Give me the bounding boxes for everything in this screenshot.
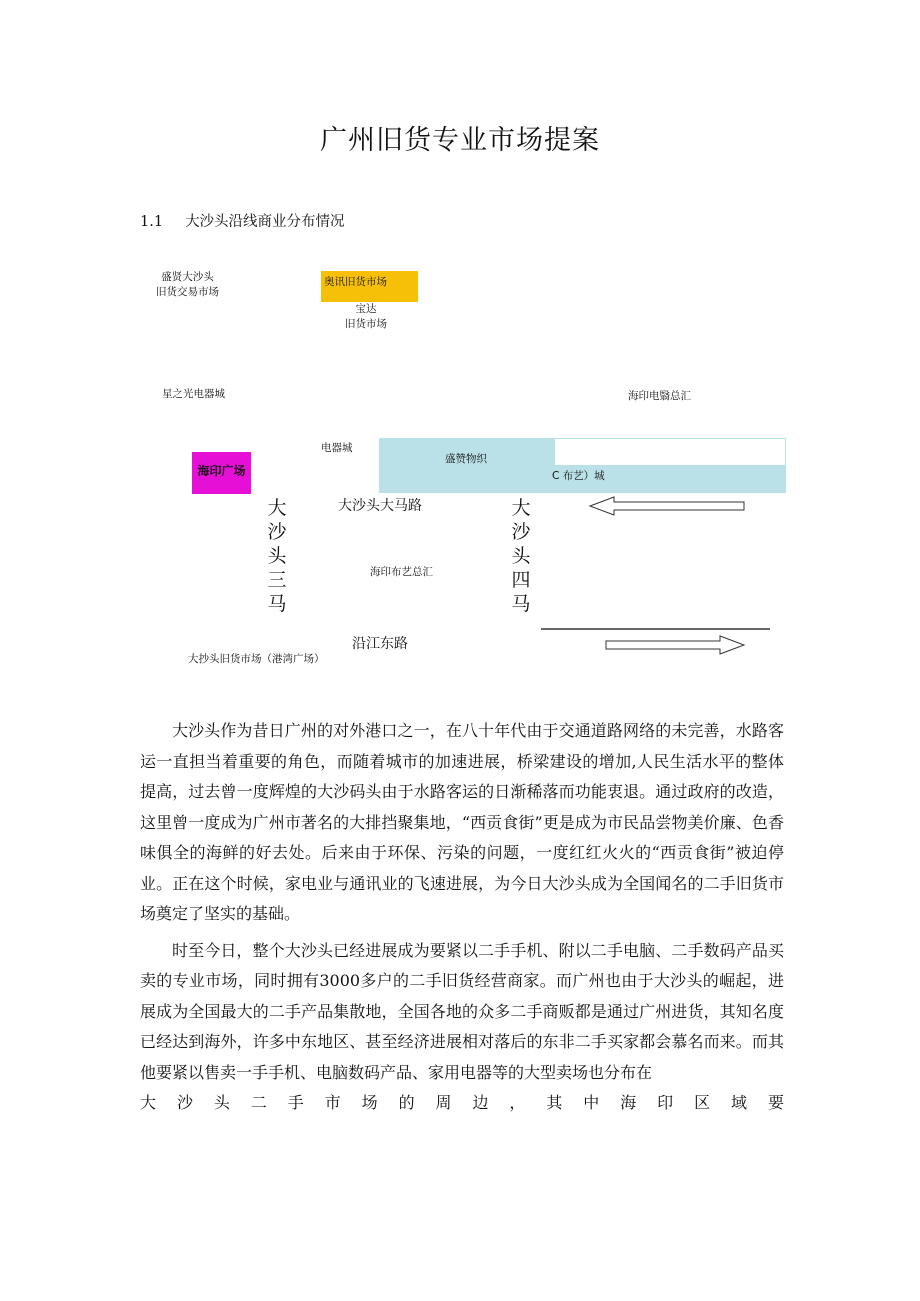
map-label-haiyin-plaza: 海印广场 xyxy=(197,464,246,478)
map-label-haiyin-dianqi: 海印电翳总汇 xyxy=(628,390,691,402)
map-label-gangwan-market: 大抄头旧货市场（港湾广场） xyxy=(188,653,325,665)
document-title: 广州旧货专业市场提案 xyxy=(320,125,600,156)
map-label-haiyin-buyi: 海印布艺总汇 xyxy=(370,566,433,578)
paragraph-2: 时至今日，整个大沙头已经进展成为要紧以二手手机、附以二手电脑、二手数码产品买卖的专业市场，同时拥有3000多户的二手旧货经营商家。而广州也由于大沙头的崛起，进展成为全国最大的二手产品集散地，全国各地的众多二手商贩都是通过广州进货，其知名度已经达到海外，许多中东地区、甚至经济进展相对落后的东非二手买家都会慕名而来。而其他要紧以售卖一手手机、电脑数码产品、家用电器等的大型卖场也分布在 xyxy=(140,940,784,1082)
map-label-aoxun-market: 奥讯旧货市场 xyxy=(324,276,387,288)
map-label-dashatou-damalu: 大沙头大马路 xyxy=(338,498,422,514)
map-label-xingzhiguang: 星之光电器城 xyxy=(162,388,225,400)
map-label-baoda-line2: 旧货市场 xyxy=(345,318,387,330)
map-label-road-sima: 大沙头四马 xyxy=(511,497,531,615)
section-heading-text: 大沙头沿线商业分布情况 xyxy=(185,214,345,230)
paragraph-1: 大沙头作为昔日广州的对外港口之一，在八十年代由于交通道路网络的未完善，水路客运一直担当着重要的角色，而随着城市的加速进展，桥梁建设的增加,人民生活水平的整体提高，过去曾一度辉煌的大沙码头由于水路客运的日渐稀落而功能衷退。通过政府的改造，这里曾一度成为广州市著名的大排挡聚集地，“西贡食街”更是成为市民品尝物美价廉、色香味俱全的海鲜的好去处。后来由于环保、污染的问题，一度红红火火的“西贡食街”被迫停业。正在这个时候，家电业与通讯业的飞速进展，为今日大沙头成为全国闻名的二手旧货市场奠定了坚实的基础。 xyxy=(140,721,784,923)
map-label-shengxian-line2: 旧货交易市场 xyxy=(156,286,219,298)
map-label-dianqicheng: 电器城 xyxy=(321,442,353,454)
map-label-shengzan: 盛赞物织 xyxy=(445,453,487,465)
paragraph-2-last-line: 大 沙 头 二 手 市 场 的 周 边 ， 其 中 海 印 区 域 要 xyxy=(140,1093,784,1112)
right-arrow xyxy=(606,636,744,654)
map-label-baoda-line1: 宝达 xyxy=(355,303,377,315)
map-label-yanjiang-road: 沿江东路 xyxy=(352,636,408,652)
section-number: 1.1 xyxy=(140,214,164,230)
body-text xyxy=(140,716,784,1119)
left-arrow xyxy=(590,497,744,515)
map-label-road-sanma: 大沙头三马 xyxy=(267,497,287,615)
map-label-shengxian-line1: 盛贤大沙头 xyxy=(161,271,214,283)
map-label-c-buyi: C 布艺）城 xyxy=(552,470,605,482)
